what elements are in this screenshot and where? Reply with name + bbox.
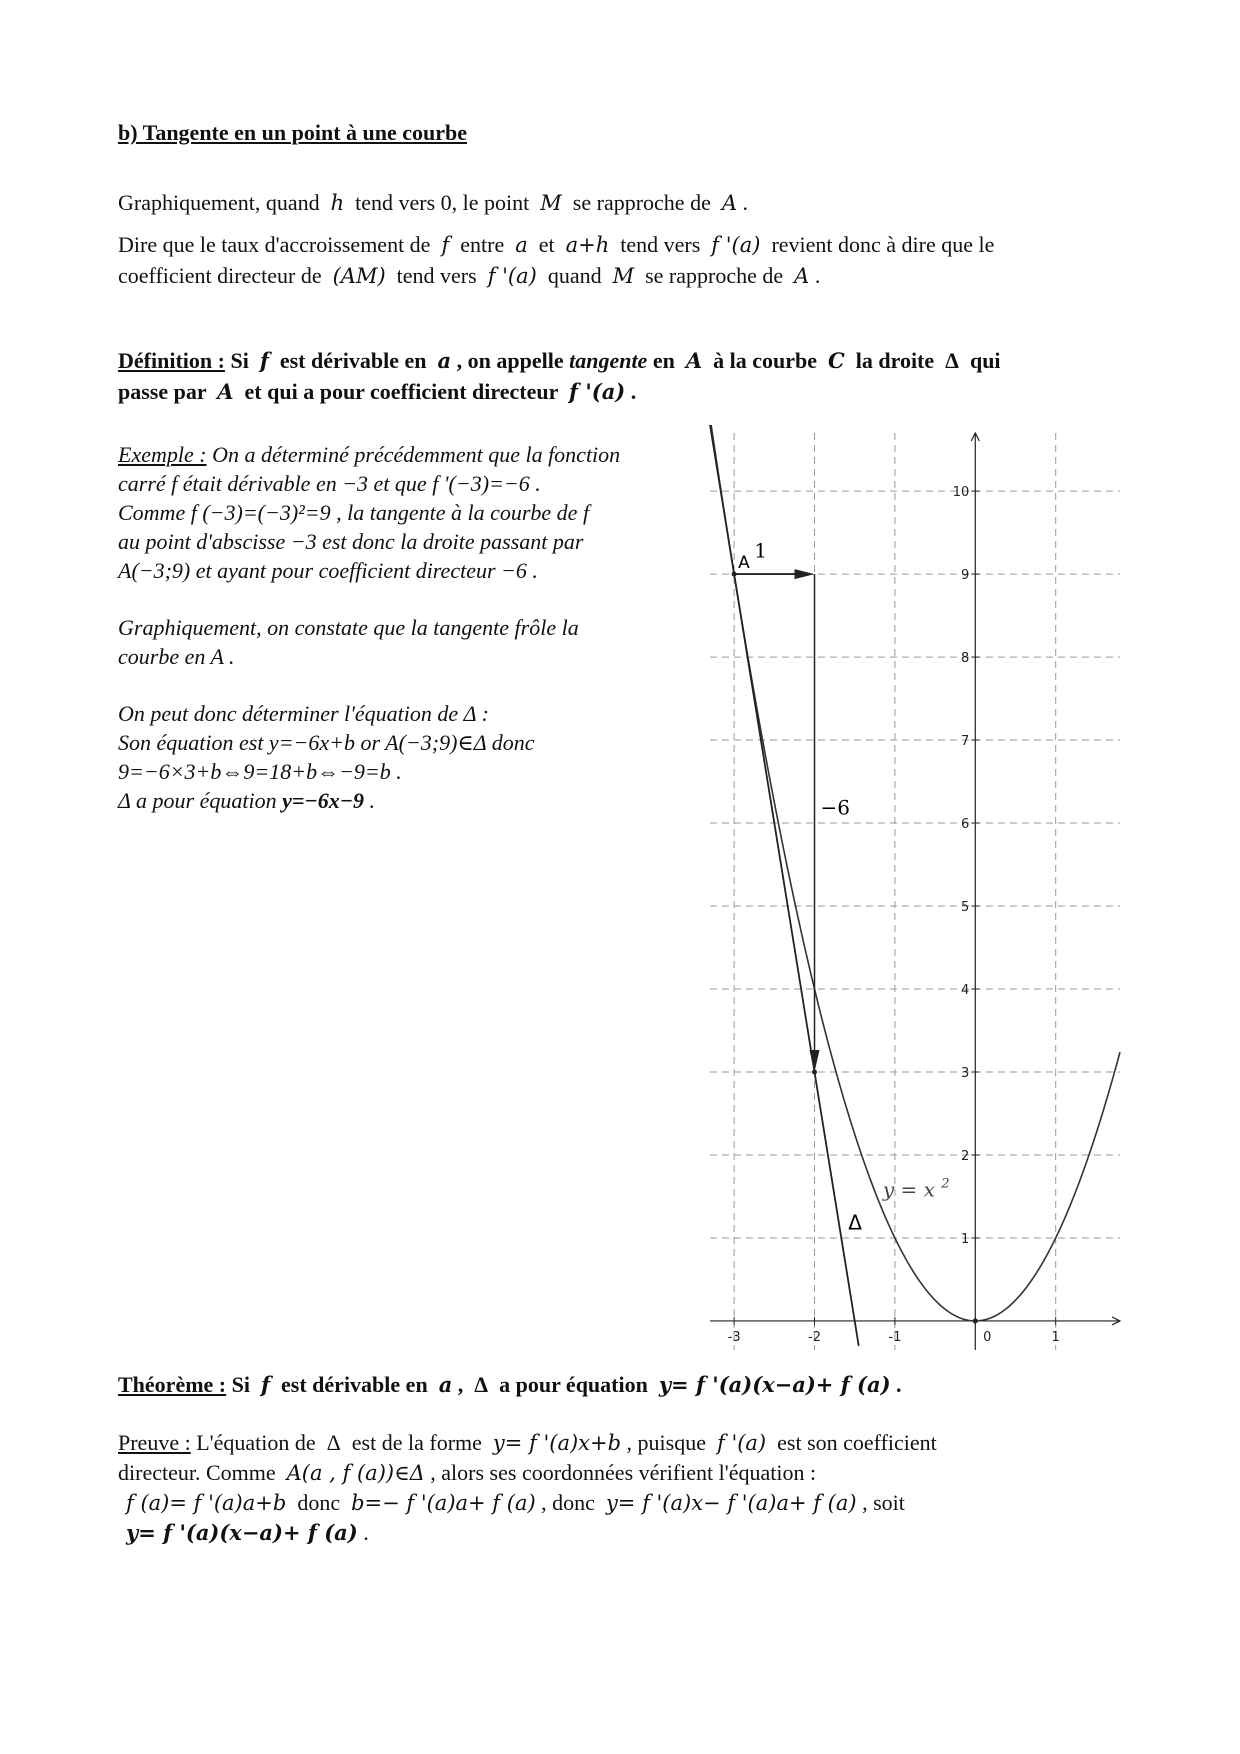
term-tangente: tangente: [569, 348, 648, 373]
text: .: [369, 788, 376, 813]
math-a: a: [438, 1372, 453, 1397]
math-C: C: [828, 348, 845, 373]
example-line-5: A(−3;9) et ayant pour coefficient directeur −6 .: [118, 558, 538, 583]
text: On a déterminé précédemment que la fonction: [212, 442, 621, 467]
math-fprime-a: f '(a): [568, 379, 626, 404]
text: est de la forme: [351, 1430, 482, 1455]
text: se rapproche de: [645, 263, 784, 288]
text: tend vers: [396, 263, 477, 288]
math-AM: (AM): [332, 264, 386, 288]
x-tick-label: -3: [727, 1329, 741, 1345]
label-curve: [882, 1176, 950, 1201]
proof-result-equation: y= f '(a)(x−a)+ f (a): [126, 1520, 358, 1545]
y-tick-label: 7: [961, 734, 970, 750]
text: donc: [297, 1490, 341, 1515]
math-M: M: [612, 264, 635, 288]
text: .: [896, 1372, 902, 1397]
text: , soit: [862, 1490, 905, 1515]
x-tick-label: -1: [888, 1329, 902, 1345]
y-tick-label: 6: [961, 817, 970, 833]
proof-label: Preuve :: [118, 1430, 191, 1455]
grid: [710, 433, 1120, 1350]
math-a: a: [437, 348, 452, 373]
definition-label: Définition :: [118, 348, 225, 373]
proof-line-4: [126, 1520, 369, 1546]
y-tick-label: 1: [961, 1231, 970, 1247]
text: tend vers 0, le point: [355, 190, 530, 215]
y-tick-label: 9: [961, 568, 970, 584]
x-tick-label: -2: [808, 1329, 821, 1345]
example-label: Exemple :: [118, 442, 207, 467]
intro-line-3: [118, 263, 820, 289]
intro-line-1: [118, 190, 748, 216]
x-tick-label: 1: [1051, 1329, 1060, 1345]
math-fprime-a: f '(a): [487, 264, 537, 288]
text: .: [630, 379, 637, 404]
tangent-line: [710, 425, 859, 1346]
proof-line-3: [126, 1490, 905, 1516]
section-title: b) Tangente en un point à une courbe: [118, 120, 468, 145]
text: .: [742, 190, 749, 215]
text: , alors ses coordonnées vérifient l'équation :: [430, 1460, 817, 1485]
text: entre: [460, 232, 505, 257]
arrow-rise-head: [810, 1050, 820, 1072]
example-line-6: Graphiquement, on constate que la tangente frôle la: [118, 615, 579, 640]
label-tangent-delta: Δ: [848, 1210, 862, 1235]
text: passe par: [118, 379, 207, 404]
text: Dire que le taux d'accroissement de: [118, 232, 431, 257]
math-f: f: [259, 348, 269, 373]
x-tick-label: 0: [983, 1329, 992, 1345]
text: ,: [457, 1372, 464, 1397]
label-run: 1: [754, 538, 767, 563]
text: directeur. Comme: [118, 1460, 276, 1485]
example-line-7: courbe en A .: [118, 644, 235, 669]
text: en: [652, 348, 675, 373]
math-h: h: [330, 191, 345, 215]
example-block: [118, 440, 698, 815]
text: , on appelle: [456, 348, 564, 373]
text: coefficient directeur de: [118, 263, 322, 288]
text: L'équation de: [196, 1430, 316, 1455]
y-tick-label: 4: [961, 983, 970, 999]
math-f: f: [260, 1372, 271, 1397]
text: , donc: [541, 1490, 595, 1515]
point-tangent-end: [812, 1069, 817, 1074]
text: quand: [547, 263, 602, 288]
label-curve-base: y = x: [882, 1177, 935, 1202]
math-a-plus-h: a+h: [565, 233, 610, 257]
math-delta: Δ: [326, 1430, 341, 1455]
text: se rapproche de: [572, 190, 711, 215]
text: , puisque: [626, 1430, 706, 1455]
definition-line-1: [118, 348, 1001, 374]
label-rise: −6: [820, 795, 850, 820]
math-equation: f (a)= f '(a)a+b: [126, 1491, 287, 1515]
label-point-A: A: [738, 553, 750, 574]
example-line-9: Son équation est y=−6x+b or A(−3;9)∈Δ donc: [118, 730, 535, 755]
proof-line-1: [118, 1430, 937, 1456]
text: et: [538, 232, 555, 257]
y-tick-label: 2: [961, 1148, 970, 1164]
math-a: a: [515, 233, 528, 257]
math-delta: Δ: [945, 348, 959, 373]
text: .: [363, 1520, 369, 1545]
equation-result: y=−6x−9: [282, 788, 365, 813]
theorem-equation: y= f '(a)(x−a)+ f (a): [658, 1372, 891, 1397]
intro-line-2: [118, 232, 994, 258]
y-tick-label: 5: [961, 900, 970, 916]
point-origin: [973, 1318, 978, 1323]
math-delta: Δ: [474, 1372, 489, 1397]
math-A: A: [721, 191, 738, 215]
text: tend vers: [620, 232, 701, 257]
example-line-11: [118, 786, 698, 815]
math-fprime-a: f '(a): [717, 1431, 767, 1455]
text: a pour équation: [499, 1372, 648, 1397]
example-line-2: carré f était dérivable en −3 et que f '(−3)=−6 .: [118, 471, 541, 496]
text: Δ a pour équation: [118, 788, 283, 813]
tangent-graph: [700, 425, 1130, 1355]
axes: [710, 433, 1120, 1350]
math-M: M: [540, 191, 562, 215]
theorem-line: [118, 1372, 902, 1398]
math-A: A: [794, 264, 810, 288]
text: à la courbe: [713, 348, 818, 373]
math-equation: y= f '(a)x− f '(a)a+ f (a): [605, 1491, 857, 1515]
point-A: [732, 572, 737, 577]
text: revient donc à dire que le: [771, 232, 995, 257]
text: qui: [969, 348, 1001, 373]
y-tick-label: 10: [952, 485, 970, 501]
math-A: A: [685, 348, 703, 373]
label-curve-exponent: 2: [941, 1176, 950, 1192]
example-line-3: Comme f (−3)=(−3)²=9 , la tangente à la courbe de f: [118, 500, 590, 525]
math-equation: y= f '(a)x+b: [492, 1431, 622, 1455]
text: Si: [231, 1372, 250, 1397]
text: la droite: [855, 348, 935, 373]
tick-labels: [728, 485, 1060, 1345]
arrow-run-head: [795, 569, 815, 579]
math-f: f: [441, 233, 450, 257]
text: est son coefficient: [777, 1430, 937, 1455]
example-line-4: au point d'abscisse −3 est donc la droite passant par: [118, 529, 584, 554]
math-equation: b=− f '(a)a+ f (a): [351, 1491, 536, 1515]
definition-line-2: [118, 379, 636, 405]
text: .: [814, 263, 821, 288]
proof-line-2: [118, 1460, 816, 1486]
math-A: A: [217, 379, 234, 404]
y-tick-label: 8: [961, 651, 970, 667]
math-point: A(a , f (a))∈Δ: [286, 1461, 425, 1485]
text: Graphiquement, quand: [118, 190, 320, 215]
theorem-label: Théorème :: [118, 1372, 227, 1397]
text: est dérivable en: [281, 1372, 428, 1397]
text: Si: [230, 348, 249, 373]
text: et qui a pour coefficient directeur: [244, 379, 558, 404]
example-line-8: On peut donc déterminer l'équation de Δ :: [118, 701, 489, 726]
example-line-1: [118, 440, 698, 469]
text: est dérivable en: [279, 348, 427, 373]
math-fprime-a: f '(a): [711, 233, 761, 257]
y-tick-label: 3: [961, 1065, 970, 1081]
example-line-10: 9=−6×3+b⇔9=18+b⇔−9=b .: [118, 759, 402, 784]
